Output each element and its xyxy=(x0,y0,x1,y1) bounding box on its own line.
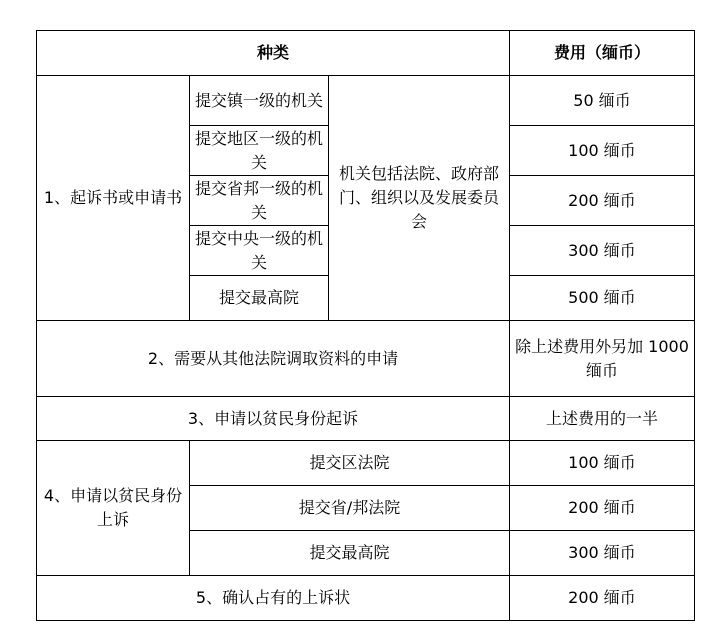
fee-table xyxy=(36,30,695,621)
section2-fee: 除上述费用外另加 1000 缅币 xyxy=(510,321,695,397)
section3-label: 3、申请以贫民身份起诉 xyxy=(37,397,510,441)
header-fee: 费用（缅币） xyxy=(510,31,695,76)
section1-fee: 500 缅币 xyxy=(510,276,695,321)
table-row xyxy=(37,441,695,486)
section1-fee: 50 缅币 xyxy=(510,76,695,126)
section1-label: 1、起诉书或申请书 xyxy=(37,76,190,321)
table-row xyxy=(37,397,695,441)
table-row xyxy=(37,76,695,126)
section1-organ-note: 机关包括法院、政府部门、组织以及发展委员会 xyxy=(329,76,510,321)
section4-submit-to: 提交区法院 xyxy=(190,441,510,486)
section4-fee: 300 缅币 xyxy=(510,531,695,576)
table-row xyxy=(37,576,695,621)
section1-submit-to: 提交最高院 xyxy=(190,276,329,321)
section1-submit-to: 提交中央一级的机关 xyxy=(190,226,329,276)
section5-fee: 200 缅币 xyxy=(510,576,695,621)
section1-fee: 200 缅币 xyxy=(510,176,695,226)
section5-label: 5、确认占有的上诉状 xyxy=(37,576,510,621)
section4-label: 4、申请以贫民身份上诉 xyxy=(37,441,190,576)
section4-fee: 100 缅币 xyxy=(510,441,695,486)
section4-submit-to: 提交省/邦法院 xyxy=(190,486,510,531)
section4-fee: 200 缅币 xyxy=(510,486,695,531)
section1-fee: 100 缅币 xyxy=(510,126,695,176)
section1-submit-to: 提交镇一级的机关 xyxy=(190,76,329,126)
table-header-row xyxy=(37,31,695,76)
section1-submit-to: 提交地区一级的机关 xyxy=(190,126,329,176)
section4-submit-to: 提交最高院 xyxy=(190,531,510,576)
section1-submit-to: 提交省邦一级的机关 xyxy=(190,176,329,226)
table-row xyxy=(37,321,695,397)
section3-fee: 上述费用的一半 xyxy=(510,397,695,441)
section2-label: 2、需要从其他法院调取资料的申请 xyxy=(37,321,510,397)
header-category: 种类 xyxy=(37,31,510,76)
section1-fee: 300 缅币 xyxy=(510,226,695,276)
